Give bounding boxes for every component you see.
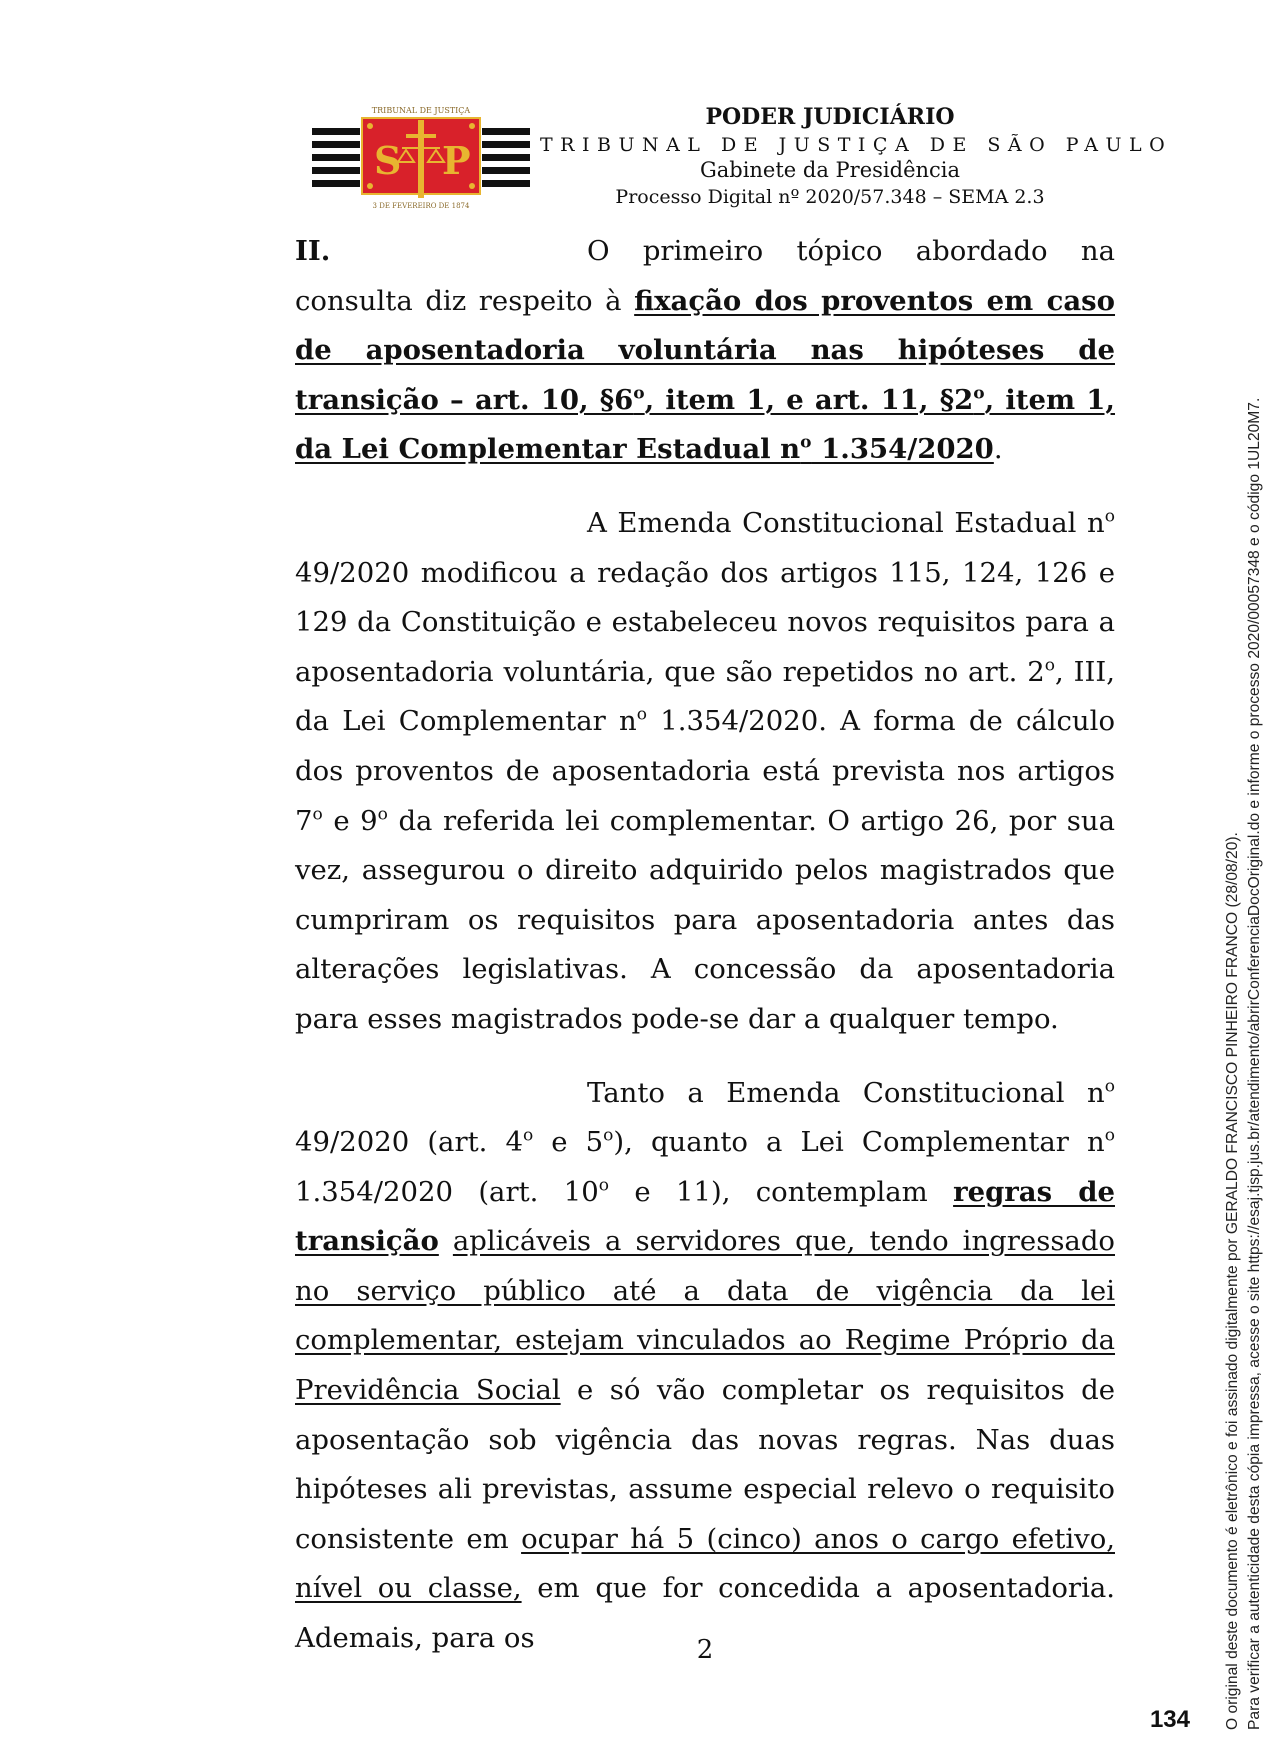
p3-underlined-2: ocupar há 5 (cinco) anos o cargo efetivo, nível ou classe, — [295, 1522, 1115, 1605]
section-number: II. — [295, 235, 331, 267]
header-court-branch: PODER JUDICIÁRIO — [705, 104, 955, 130]
paragraph-3: Tanto a Emenda Constitucional $n^o$ 49/2020 (art. 4$^o$ e 5$^o$), quanto a Lei Complementar $n^o$ 1.354/2020 (art. 10$^o$ e 11), contemplam regras de transição aplicáveis a servidores que, tendo ingressado no serviço público até a data de vigência da lei complementar, estejam vinculados ao Regime Próprio da Previdência Social e só vão completar os requisitos de aposentação sob vigência das novas regras. Nas duas hipóteses ali previstas, assume especial relevo o requisito consistente em ocupar há 5 (cinco) anos o cargo efetivo, nível ou classe, em que for concedida a aposentadoria. Ademais, para os — [295, 1075, 1115, 1655]
p1-bold-underlined: fixação dos proventos em caso de aposentadoria voluntária nas hipóteses de transição – art. 10, §6$^o$, item 1, e art. 11, §2$^o$, item 1, da Lei Complementar Estadual $n^o$ 1.354/2020 — [295, 284, 1116, 466]
p1-end: . — [993, 433, 1003, 466]
page-number: 2 — [696, 1635, 714, 1665]
logo-letter-s: S — [374, 138, 402, 183]
paragraph-1 — [295, 227, 1115, 475]
document-body — [295, 227, 1115, 1664]
p3-transition-rules: regras de transição — [295, 1175, 1115, 1258]
logo-arc-text: TRIBUNAL DE JUSTIÇA — [371, 106, 471, 115]
header-process-number: Processo Digital nº 2020/57.348 – SEMA 2.3 — [615, 186, 1045, 208]
p1-text: O primeiro tópico abordado na consulta diz respeito à — [295, 235, 1115, 317]
authentication-margin-note — [1222, 270, 1266, 1730]
margin-note-line-2: Para verificar a autenticidade desta cópia impressa, acesse o site https://esaj.tjsp.jus.br/atendimento/abrirConferenciaDocOriginal.do e informe o processo 2020/00057348 e o código 1UL20M7. — [1246, 397, 1263, 1730]
paragraph-2: A Emenda Constitucional Estadual $n^o$ 49/2020 modificou a redação dos artigos 115, 124, 126 e 129 da Constituição e estabeleceu novos requisitos para a aposentadoria voluntária, que são repetidos no art. 2$^o$, III, da Lei Complementar $n^o$ 1.354/2020. A forma de cálculo dos proventos de aposentadoria está prevista nos artigos 7$^o$ e 9$^o$ da referida lei complementar. O artigo 26, por sua vez, assegurou o direito adquirido pelos magistrados que cumpriram os requisitos para aposentadoria antes das alterações legislativas. A concessão da aposentadoria para esses magistrados pode-se dar a qualquer tempo. — [295, 506, 1115, 1035]
p3-underlined-1: aplicáveis a servidores que, tendo ingressado no serviço público até a data de vigência da lei complementar, estejam vinculados ao Regime Próprio da Previdência Social — [295, 1225, 1115, 1407]
margin-note-line-1: O original deste documento é eletrônico e foi assinado digitalmente por GERALDO FRANCISCO PINHEIRO FRANCO (28/08/20). — [1224, 832, 1241, 1730]
logo-letter-p: P — [442, 138, 471, 183]
header-office: Gabinete da Presidência — [699, 158, 961, 182]
sheet-stamp-number: 134 — [1149, 1706, 1190, 1733]
tjsp-coat-of-arms-icon — [312, 104, 530, 214]
logo-date-text: 3 DE FEVEREIRO DE 1874 — [372, 202, 470, 210]
header-court-name: TRIBUNAL DE JUSTIÇA DE SÃO PAULO — [540, 134, 1173, 156]
